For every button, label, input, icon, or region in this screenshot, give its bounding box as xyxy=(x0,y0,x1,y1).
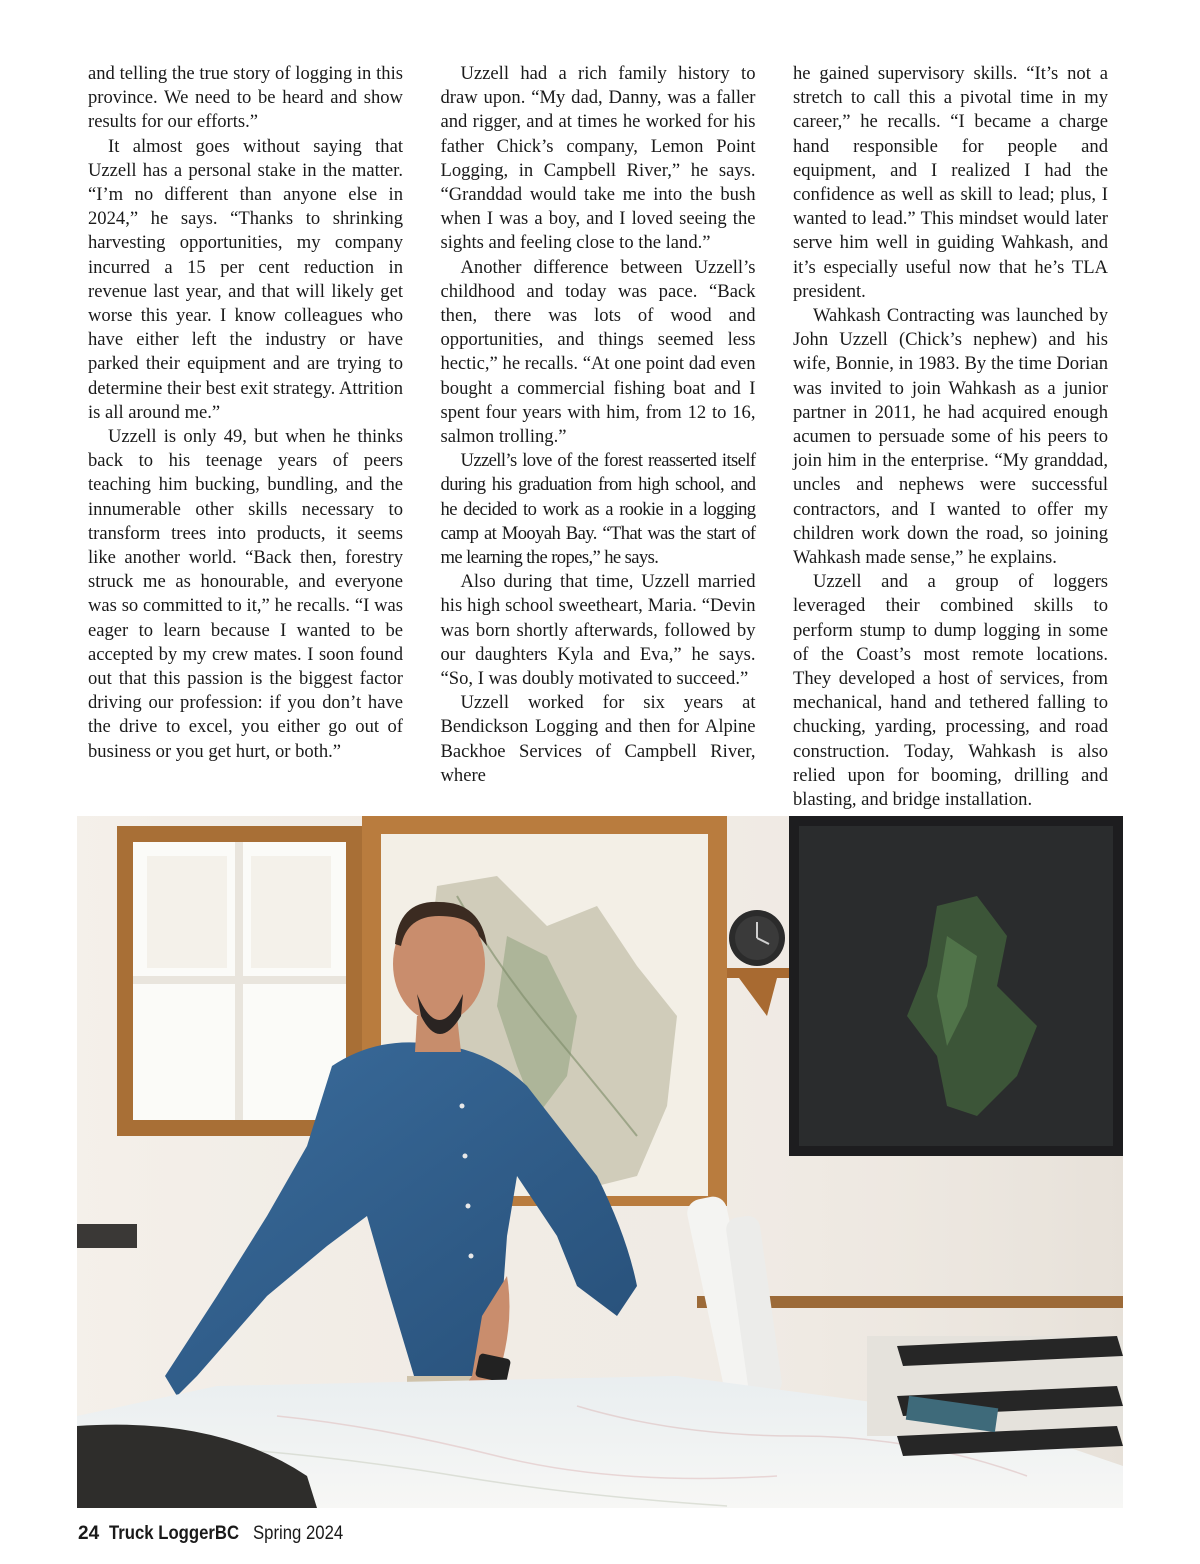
paragraph: Another difference between Uzzell’s childhood and today was pace. “Back then, there was lots of wood and opportunities, and things seemed less hectic,” he recalls. “At one point dad even bought a commercial fishing boat and I spent four years with him, from 12 to 16, salmon trolling.” xyxy=(440,256,756,448)
paragraph: Uzzell is only 49, but when he thinks back to his teenage years of peers teaching him bucking, bundling, and the innumerable other skills necessary to transform trees into products, it seems like another world. “Back then, forestry struck me as honourable, and everyone was so committed to it,” he recalls. “I was eager to learn because I wanted to be accepted by my crew mates. I soon found out that this passion is the biggest factor driving our profession: if you don’t have the drive to excel, you either go out of business or you get hurt, or both.” xyxy=(88,426,403,762)
page-number: 24 xyxy=(78,1523,100,1544)
article-column-3 xyxy=(793,62,1108,811)
desk-monitor-edge xyxy=(77,1224,137,1248)
desk-file-tray xyxy=(867,1336,1123,1456)
paragraph: Uzzell’s love of the forest reasserted itself during his graduation from high school, and he decided to work as a rookie in a logging camp at Mooyah Bay. “That was the start of me learning the ropes,” he says. xyxy=(440,450,756,569)
article-column-1 xyxy=(88,62,403,802)
paragraph: Uzzell worked for six years at Bendickson Logging and then for Alpine Backhoe Services of Campbell River, where xyxy=(440,692,756,786)
paragraph: Wahkash Contracting was launched by John Uzzell (Chick’s nephew) and his wife, Bonnie, in 1983. By the time Dorian was invited to join Wahkash as a junior partner in 2011, he had acquired enough acumen to persuade some of his peers to join him in the enterprise. “My granddad, uncles and nephews were successful contractors, and I wanted to offer my children work down the road, so joining Wahkash made sense,” he explains. xyxy=(793,305,1108,569)
tv-screen xyxy=(789,816,1123,1156)
photo-illustration xyxy=(77,816,1123,1508)
magazine-name: Truck LoggerBC xyxy=(109,1523,240,1544)
paragraph: and telling the true story of logging in this province. We need to be heard and show results for our efforts.” xyxy=(88,63,403,133)
article-photo xyxy=(77,816,1123,1508)
paragraph: Also during that time, Uzzell married his high school sweetheart, Maria. “Devin was born shortly afterwards, followed by our daughters Kyla and Eva,” he says. “So, I was doubly motivated to succeed.” xyxy=(440,571,756,690)
article-columns xyxy=(88,62,1108,811)
paragraph: It almost goes without saying that Uzzell has a personal stake in the matter. “I’m no different than anyone else in 2024,” he says. “Thanks to shrinking harvesting opportunities, my company incurred a 15 per cent reduction in revenue last year, and that will likely get worse this year. I know colleagues who have either left the industry or have parked their equipment and are trying to determine their best exit strategy. Attrition is all around me.” xyxy=(88,135,403,423)
article-column-2 xyxy=(441,62,756,802)
wall-clock-icon xyxy=(729,910,785,966)
page-footer xyxy=(78,1523,355,1549)
paragraph: he gained supervisory skills. “It’s not a stretch to call this a pivotal time in my career,” he recalls. “I became a charge hand responsible for people and equipment, and I realized I had the confidence as well as skill to lead; plus, I wanted to lead.” This mindset would later serve him well in guiding Wahkash, and it’s especially useful now that he’s TLA president. xyxy=(793,63,1108,302)
paragraph: Uzzell and a group of loggers leveraged their combined skills to perform stump to dump logging in some of the Coast’s most remote locations. They developed a host of services, from mechanical, hand and tethered falling to chucking, yarding, processing, and road construction. Today, Wahkash is also relied upon for booming, drilling and blasting, and bridge installation. xyxy=(793,571,1108,811)
issue-label: Spring 2024 xyxy=(252,1523,344,1544)
paragraph: Uzzell had a rich family history to draw upon. “My dad, Danny, was a faller and rigger, and at times he worked for his father Chick’s company, Lemon Point Logging, in Campbell River,” he says. “Granddad would take me into the bush when I was a boy, and I loved seeing the sights and feeling close to the land.” xyxy=(440,63,756,254)
